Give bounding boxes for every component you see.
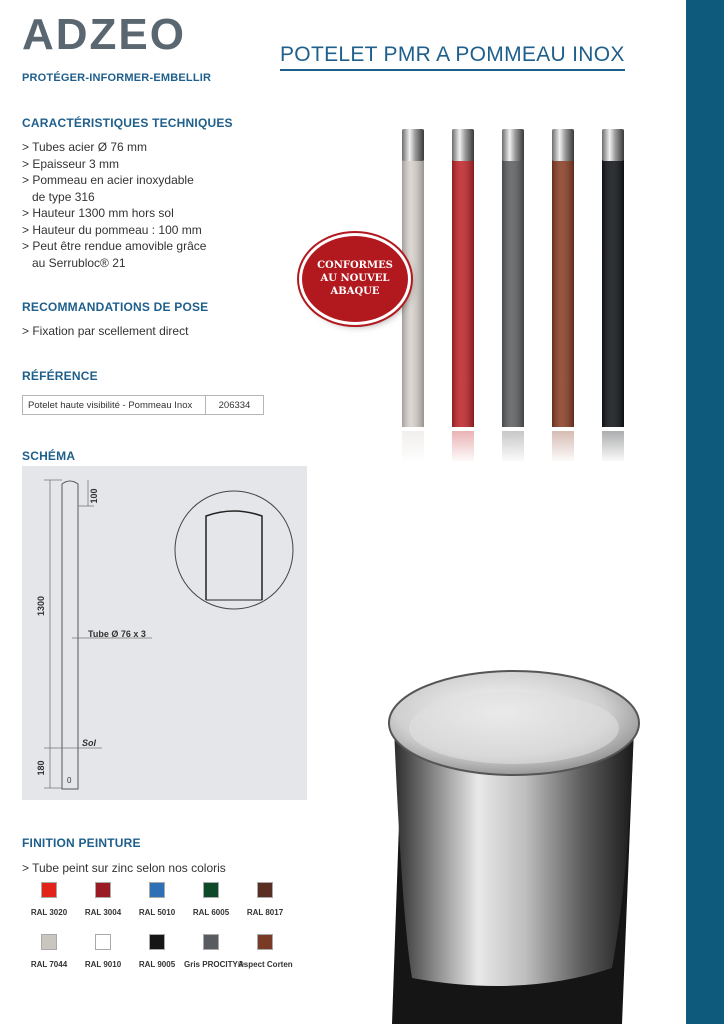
bollard-shading bbox=[552, 159, 574, 427]
schema-ground-label: Sol bbox=[82, 738, 97, 748]
swatch-chip bbox=[203, 882, 219, 898]
swatch bbox=[130, 882, 184, 917]
badge-line: AU NOUVEL bbox=[320, 273, 390, 284]
swatch-label: RAL 9005 bbox=[138, 960, 176, 969]
swatch-chip bbox=[149, 934, 165, 950]
schema-detail-circle bbox=[175, 491, 293, 609]
bollard-reflection-fade bbox=[551, 431, 575, 463]
schema-detail-head bbox=[206, 511, 262, 600]
bollard-pommeau bbox=[502, 129, 524, 161]
bollards-photo bbox=[390, 125, 640, 465]
spec-item: > Epaisseur 3 mm bbox=[22, 156, 120, 171]
swatch-row-2 bbox=[22, 934, 292, 969]
bollard-shading bbox=[602, 159, 624, 427]
swatch bbox=[184, 934, 244, 969]
bollard-reflection-fade bbox=[601, 431, 625, 463]
reference-heading: RÉFÉRENCE bbox=[22, 369, 98, 383]
swatch-label: RAL 9010 bbox=[84, 960, 122, 969]
swatch bbox=[22, 882, 76, 917]
badge-line: CONFORMES bbox=[317, 260, 393, 271]
schema-heading: SCHÉMA bbox=[22, 449, 76, 463]
swatch bbox=[184, 882, 238, 917]
swatch-label: RAL 3020 bbox=[30, 908, 68, 917]
finish-heading: FINITION PEINTURE bbox=[22, 836, 141, 850]
bollard-reflection-fade bbox=[501, 431, 525, 463]
swatch-chip bbox=[41, 882, 57, 898]
specs-heading: CARACTÉRISTIQUES TECHNIQUES bbox=[22, 116, 233, 130]
swatch-chip bbox=[41, 934, 57, 950]
swatch bbox=[130, 934, 184, 969]
schema-dim-top: 100 bbox=[89, 488, 99, 504]
brand-tagline: PROTÉGER-INFORMER-EMBELLIR bbox=[22, 72, 212, 84]
pose-item: > Fixation par scellement direct bbox=[22, 324, 189, 338]
bollard-pommeau bbox=[452, 129, 474, 161]
pose-list bbox=[22, 323, 188, 340]
finish-intro: > Tube peint sur zinc selon nos coloris bbox=[22, 861, 226, 875]
swatch-label: RAL 8017 bbox=[246, 908, 284, 917]
bollard-pommeau bbox=[402, 129, 424, 161]
pommeau-closeup-photo bbox=[372, 668, 642, 1024]
swatch-label: RAL 6005 bbox=[192, 908, 230, 917]
spec-item: > Hauteur du pommeau : 100 mm bbox=[22, 222, 202, 237]
swatch-label: Gris PROCITY® bbox=[184, 960, 244, 969]
badge-line: ABAQUE bbox=[330, 286, 380, 297]
swatch bbox=[76, 934, 130, 969]
swatch bbox=[76, 882, 130, 917]
spec-item: au Serrubloc® 21 bbox=[32, 255, 126, 270]
swatch-chip bbox=[203, 934, 219, 950]
spec-item: de type 316 bbox=[32, 189, 95, 204]
page-title: POTELET PMR A POMMEAU INOX bbox=[280, 43, 625, 71]
schema-drawing bbox=[22, 466, 307, 800]
swatch bbox=[238, 934, 292, 969]
bollard-reflection-fade bbox=[451, 431, 475, 463]
spec-item: > Tubes acier Ø 76 mm bbox=[22, 140, 148, 154]
bollard-reflection-fade bbox=[401, 431, 425, 463]
specs-list bbox=[22, 139, 206, 271]
schema-svg bbox=[22, 466, 307, 800]
swatch bbox=[238, 882, 292, 917]
swatch-label: RAL 3004 bbox=[84, 908, 122, 917]
bollard-pommeau bbox=[602, 129, 624, 161]
page-edge-band bbox=[686, 0, 724, 1024]
swatch-chip bbox=[95, 882, 111, 898]
spec-item: > Pommeau en acier inoxydable bbox=[22, 173, 194, 187]
swatch-label: RAL 5010 bbox=[138, 908, 176, 917]
swatch-label: Aspect Corten bbox=[238, 960, 293, 969]
pose-heading: RECOMMANDATIONS DE POSE bbox=[22, 300, 209, 314]
reference-product: Potelet haute visibilité - Pommeau Inox bbox=[23, 396, 206, 415]
conformity-badge bbox=[302, 236, 408, 322]
bollard-shading bbox=[502, 159, 524, 427]
spec-item: > Peut être rendue amovible grâce bbox=[22, 239, 207, 253]
schema-dim-main: 1300 bbox=[36, 595, 46, 617]
bollard-shading bbox=[452, 159, 474, 427]
swatch-chip bbox=[257, 882, 273, 898]
brand-logo: ADZEO bbox=[22, 10, 186, 59]
schema-zero-label: 0 bbox=[67, 776, 72, 785]
swatch-chip bbox=[149, 882, 165, 898]
swatch-chip bbox=[95, 934, 111, 950]
swatch-chip bbox=[257, 934, 273, 950]
swatch-label: RAL 7044 bbox=[30, 960, 68, 969]
schema-tube-label: Tube Ø 76 x 3 bbox=[88, 629, 146, 639]
schema-bollard bbox=[62, 481, 78, 789]
bollard-pommeau bbox=[552, 129, 574, 161]
closeup-cap-highlight bbox=[409, 692, 619, 764]
schema-dim-bottom: 180 bbox=[36, 760, 46, 776]
swatch-row-1 bbox=[22, 882, 292, 917]
spec-item: > Hauteur 1300 mm hors sol bbox=[22, 206, 174, 220]
swatch bbox=[22, 934, 76, 969]
reference-table bbox=[22, 395, 264, 415]
reference-code: 206334 bbox=[206, 396, 264, 415]
